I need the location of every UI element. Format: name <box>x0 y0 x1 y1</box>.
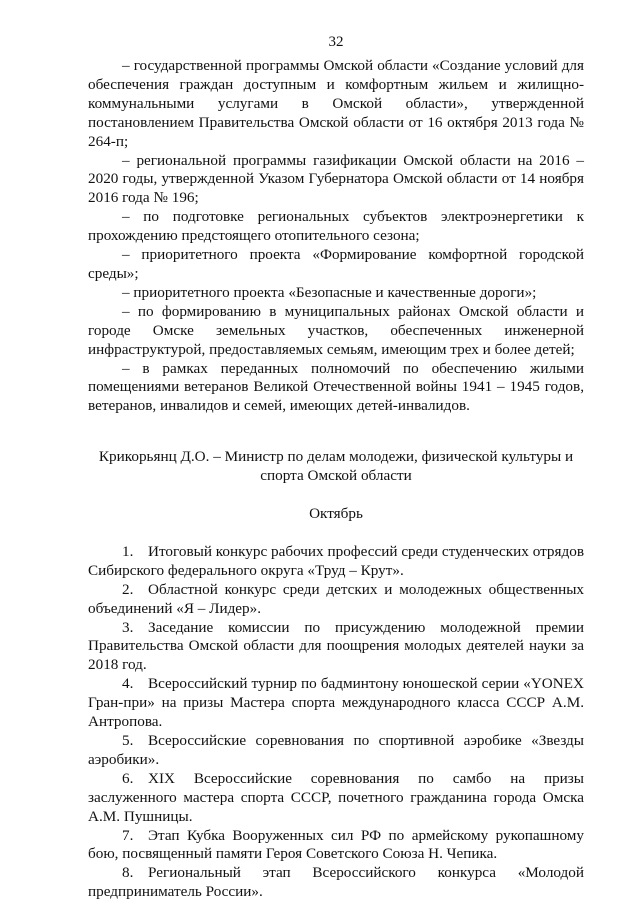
program-item: – по формированию в муниципальных районах Омской области и городе Омске земельных участков, обеспеченных инженерной инфраструктурой, предоставляемых семьям, имеющим трех и более детей; <box>88 302 584 358</box>
event-number: 1. <box>122 542 134 560</box>
event-text: Областной конкурс среди детских и молодежных общественных объединений «Я – Лидер». <box>88 580 584 617</box>
event-text: Региональный этап Всероссийского конкурса «Молодой предприниматель России». <box>88 864 584 901</box>
program-list <box>88 57 584 416</box>
event-text: XIX Всероссийские соревнования по самбо на призы заслуженного мастера спорта СССР, почетного гражданина города Омска А.М. Пушницы. <box>88 769 584 825</box>
event-item <box>88 543 584 581</box>
event-item <box>88 864 584 902</box>
event-list <box>88 543 584 902</box>
event-number: 3. <box>122 618 134 636</box>
event-number: 6. <box>122 769 134 787</box>
program-item: – региональной программы газификации Омской области на 2016 – 2020 годы, утвержденной Указом Губернатора Омской области от 14 ноября 2016 года № 196; <box>88 151 584 207</box>
page-number: 32 <box>328 34 344 50</box>
event-text: Заседание комиссии по присуждению молодежной премии Правительства Омской области для поощрения молодых деятелей науки за 2018 год. <box>88 618 584 674</box>
event-text: Итоговый конкурс рабочих профессий среди студенческих отрядов Сибирского федерального округа «Труд – Крут». <box>88 542 584 579</box>
minister-heading: Крикорьянц Д.О. – Министр по делам молодежи, физической культуры и спорта Омской области <box>98 448 574 485</box>
event-number: 7. <box>122 826 134 844</box>
event-number: 4. <box>122 675 134 693</box>
event-number: 8. <box>122 864 134 882</box>
event-number: 5. <box>122 732 134 749</box>
program-item: – по подготовке региональных субъектов электроэнергетики к прохождению предстоящего отопительного сезона; <box>88 208 584 245</box>
event-item <box>88 619 584 676</box>
event-text: Этап Кубка Вооруженных сил РФ по армейскому рукопашному бою, посвященный памяти Героя Советского Союза Н. Чепика. <box>88 826 584 863</box>
program-item: – государственной программы Омской области «Создание условий для обеспечения граждан доступным и комфортным жильем и жилищно-коммунальными услугами в Омской области», утвержденной постановлением Правительства Омской области от 16 октября 2013 года № 264-п; <box>88 57 584 150</box>
event-item <box>88 581 584 619</box>
event-item <box>88 675 584 732</box>
month-heading: Октябрь <box>309 505 363 523</box>
event-item <box>88 827 584 865</box>
program-item: – приоритетного проекта «Формирование комфортной городской среды»; <box>88 246 584 282</box>
event-text: Всероссийский турнир по бадминтону юношеской серии «YONEX Гран-при» на призы Мастера спорта международного класса СССР А.М. Антропова. <box>88 675 584 731</box>
program-item: – в рамках переданных полномочий по обеспечению жилыми помещениями ветеранов Великой Отечественной войны 1941 – 1945 годов, ветеранов, инвалидов и семей, имеющих детей-инвалидов. <box>88 359 584 415</box>
event-number: 2. <box>122 580 134 598</box>
event-item <box>88 732 584 770</box>
program-item: – приоритетного проекта «Безопасные и качественные дороги»; <box>122 283 537 301</box>
event-text: Всероссийские соревнования по спортивной аэробике «Звезды аэробики». <box>88 732 584 768</box>
event-item <box>88 770 584 827</box>
